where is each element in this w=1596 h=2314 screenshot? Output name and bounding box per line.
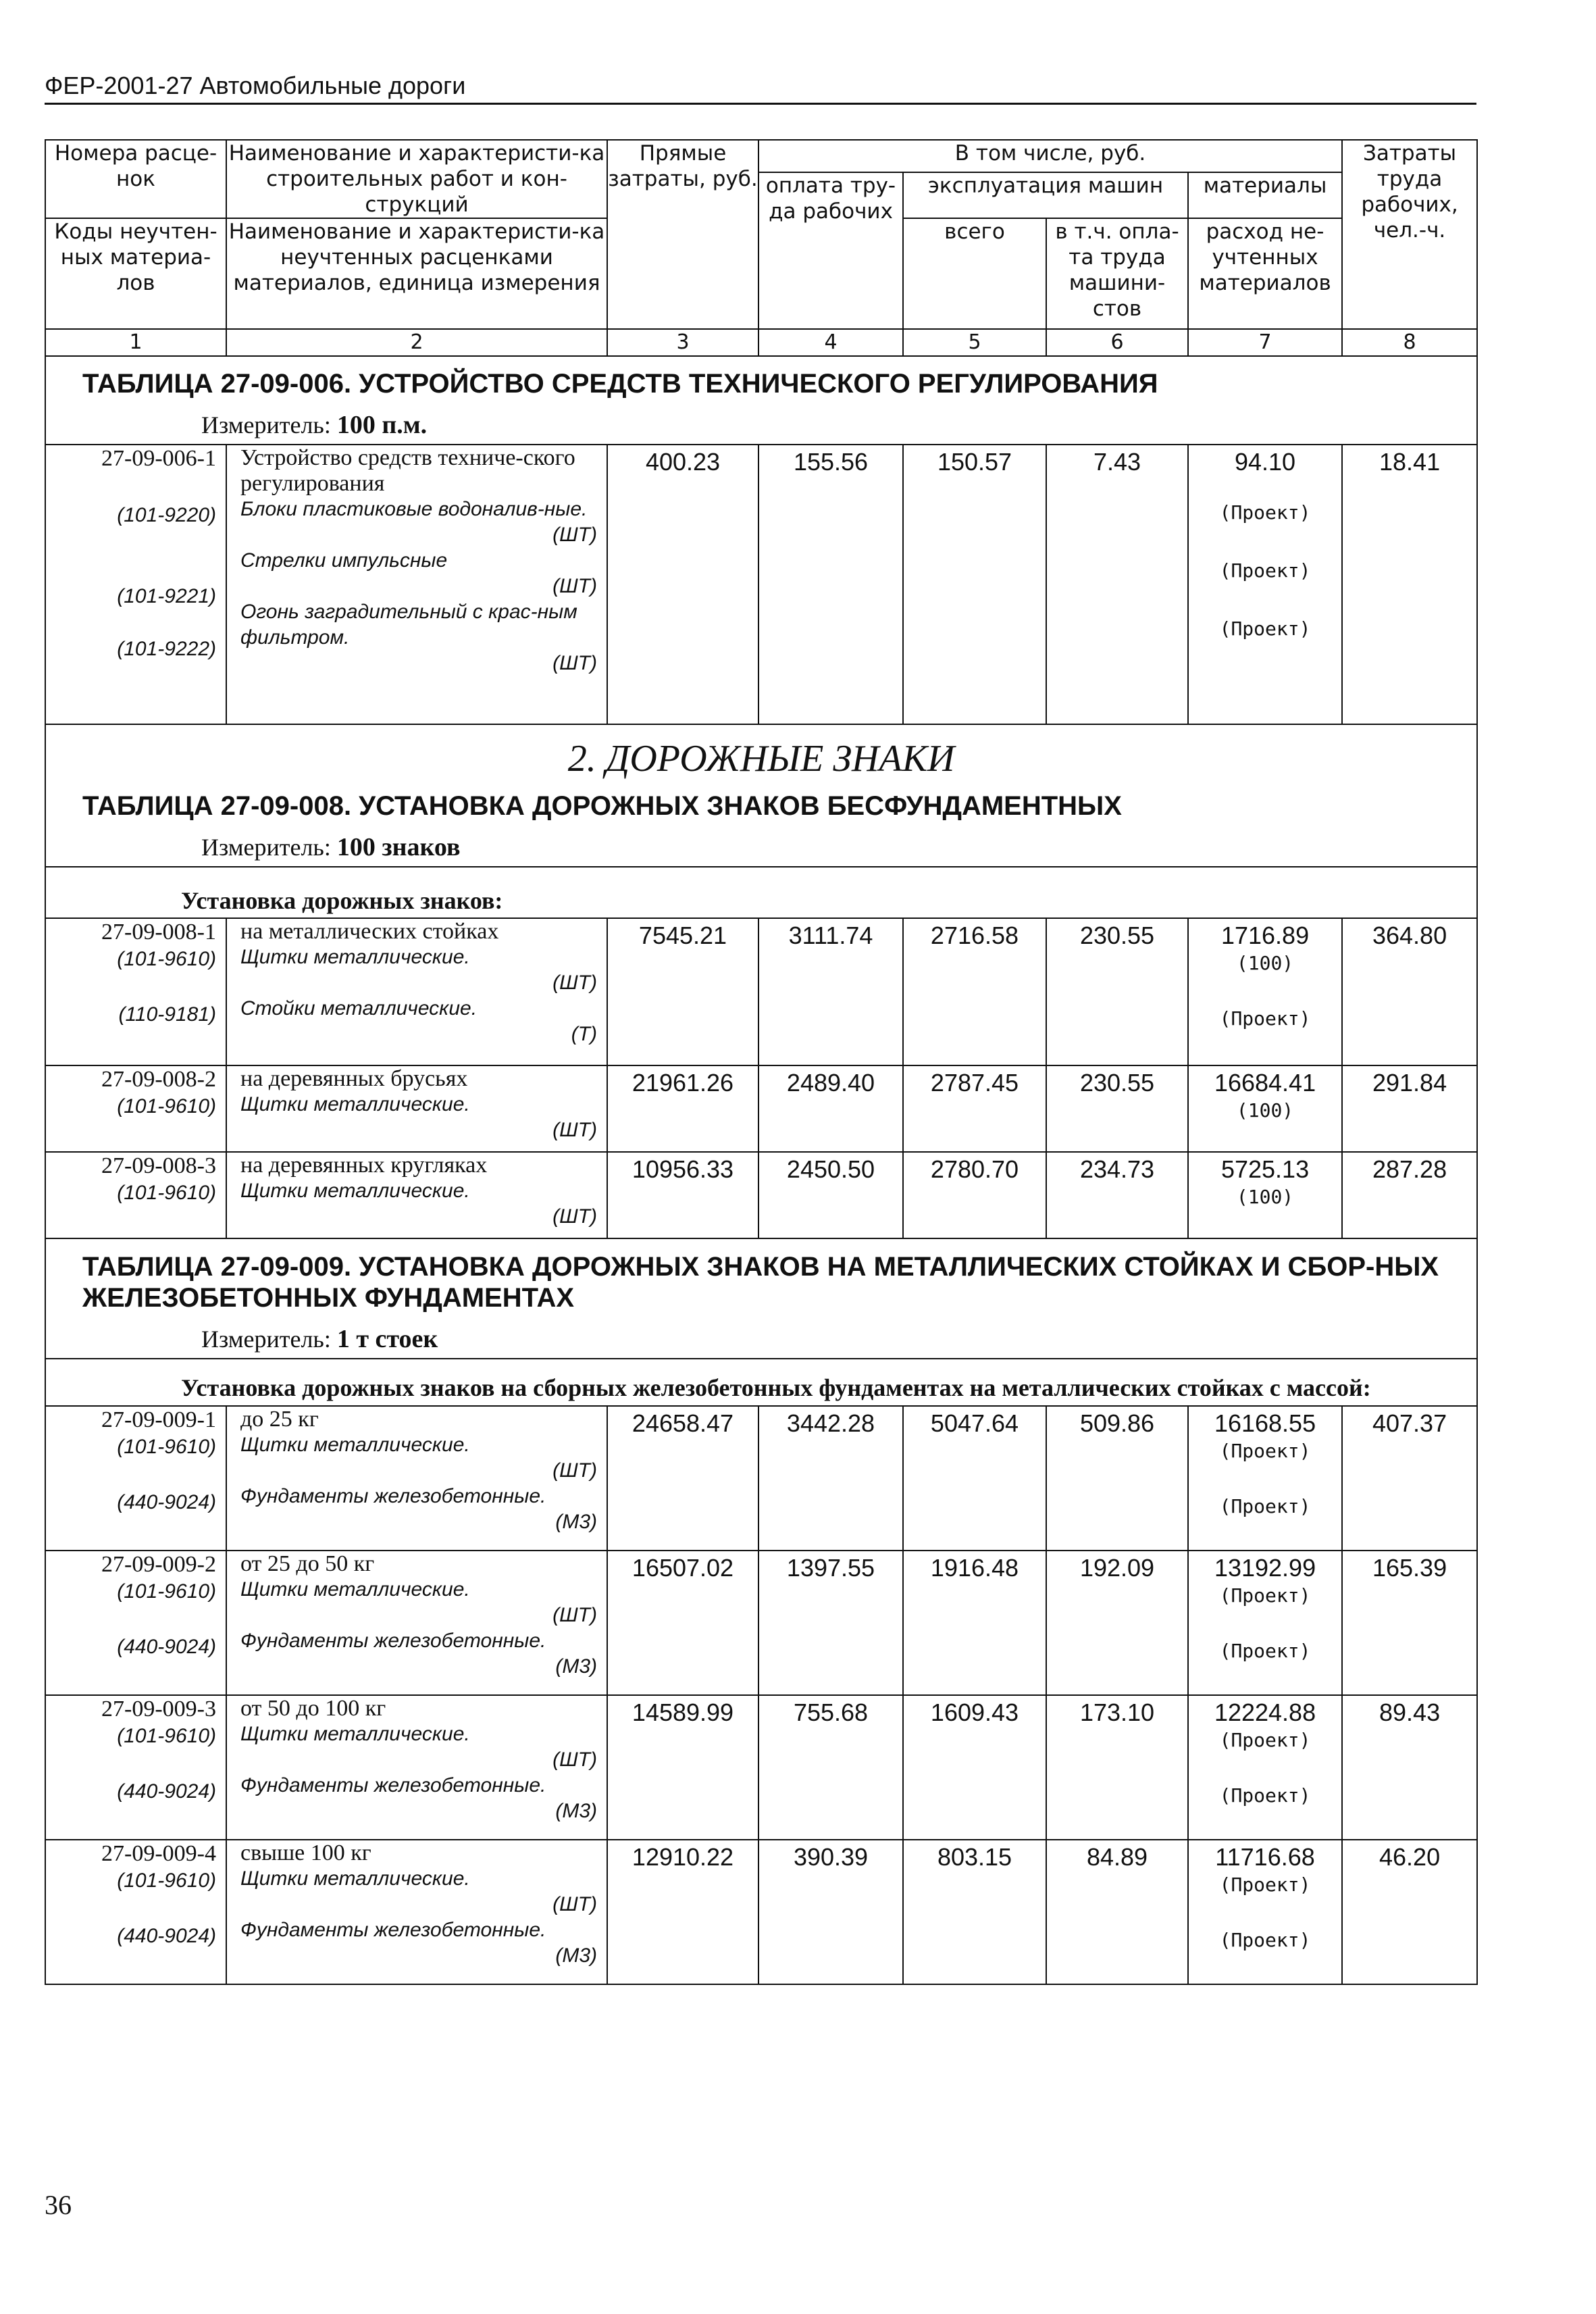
labor-hours: 291.84	[1342, 1065, 1477, 1152]
material-name: Фундаменты железобетонные.	[240, 1919, 546, 1941]
material-unit: (ШТ)	[552, 652, 597, 674]
material-code: (440-9024)	[117, 1636, 216, 1658]
materials-cell	[1188, 1551, 1342, 1695]
column-number: 3	[607, 329, 758, 356]
price-table-page	[45, 139, 1476, 1985]
column-number: 1	[45, 329, 226, 356]
column-number: 7	[1188, 329, 1342, 356]
worker-pay: 1397.55	[758, 1551, 903, 1695]
machinist-pay: 7.43	[1046, 445, 1188, 724]
labor-hours: 18.41	[1342, 445, 1477, 724]
col-header-materials: материалы	[1188, 172, 1342, 218]
material-unit: (ШТ)	[552, 1205, 597, 1228]
rate-code: 27-09-008-2	[101, 1067, 216, 1092]
materials-cost: 94.10	[1234, 448, 1296, 476]
materials-cell	[1188, 918, 1342, 1065]
material-price: (Проект)	[1219, 1584, 1311, 1607]
column-numbers	[45, 329, 1477, 356]
rate-code: 27-09-008-3	[101, 1153, 216, 1178]
worker-pay: 390.39	[758, 1840, 903, 1984]
material-price: (Проект)	[1219, 1495, 1311, 1517]
material-unit: (ШТ)	[552, 1749, 597, 1771]
machine-total: 1916.48	[903, 1551, 1046, 1695]
col-header-work-name: Наименование и характеристи-ка строительных работ и кон-струкций	[226, 140, 607, 218]
table-27-09-008	[45, 724, 1477, 1238]
name-cell	[226, 445, 607, 724]
column-number: 4	[758, 329, 903, 356]
rate-code: 27-09-008-1	[101, 920, 216, 945]
work-name: до 25 кг	[240, 1407, 319, 1432]
material-name: Щитки металлические.	[240, 946, 470, 968]
material-name: Щитки металлические.	[240, 1578, 470, 1601]
material-price: (100)	[1236, 1186, 1294, 1208]
machine-total: 2787.45	[903, 1065, 1046, 1152]
material-price: (Проект)	[1219, 1640, 1311, 1662]
table-row	[45, 445, 1477, 724]
col-header-worker-pay: оплата тру-да рабочих	[758, 172, 903, 329]
work-name: от 50 до 100 кг	[240, 1696, 386, 1721]
materials-cost: 16168.55	[1214, 1409, 1316, 1437]
col-header-unaccounted-materials: расход не-учтенных материалов	[1188, 218, 1342, 329]
machinist-pay: 509.86	[1046, 1406, 1188, 1551]
materials-cell	[1188, 445, 1342, 724]
code-cell	[45, 918, 226, 1065]
machine-total: 2780.70	[903, 1152, 1046, 1238]
direct-costs: 14589.99	[607, 1695, 758, 1840]
materials-cost: 5725.13	[1220, 1155, 1310, 1183]
material-price: (Проект)	[1219, 1729, 1311, 1751]
direct-costs: 12910.22	[607, 1840, 758, 1984]
material-code: (440-9024)	[117, 1780, 216, 1803]
column-number: 6	[1046, 329, 1188, 356]
rate-code: 27-09-006-1	[101, 446, 216, 471]
name-cell	[226, 918, 607, 1065]
material-price: (Проект)	[1219, 1873, 1311, 1896]
direct-costs: 10956.33	[607, 1152, 758, 1238]
work-name: Устройство средств техниче-ского регулирования	[240, 445, 575, 496]
material-code: (440-9024)	[117, 1491, 216, 1513]
direct-costs: 24658.47	[607, 1406, 758, 1551]
col-header-machinist-pay: в т.ч. опла-та труда машини-стов	[1046, 218, 1188, 329]
material-code: (101-9610)	[117, 1182, 216, 1204]
page-number: 36	[45, 2190, 72, 2220]
section-subtitle: Установка дорожных знаков:	[45, 867, 1477, 918]
materials-cell	[1188, 1406, 1342, 1551]
material-unit: (М3)	[555, 1511, 597, 1533]
material-name: Стойки металлические.	[240, 997, 478, 1020]
material-code: (101-9610)	[117, 1580, 216, 1603]
measure-unit: Измеритель: 100 п.м.	[45, 403, 1477, 445]
material-price: (Проект)	[1219, 1007, 1311, 1030]
work-name: от 25 до 50 кг	[240, 1551, 375, 1576]
material-unit: (ШТ)	[552, 524, 597, 546]
material-name: Блоки пластиковые водоналив-ные.	[240, 498, 588, 520]
direct-costs: 7545.21	[607, 918, 758, 1065]
material-unit: (М3)	[555, 1800, 597, 1822]
worker-pay: 3111.74	[758, 918, 903, 1065]
materials-cost: 13192.99	[1214, 1554, 1316, 1582]
code-cell	[45, 1551, 226, 1695]
rate-code: 27-09-009-4	[101, 1841, 216, 1866]
materials-cell	[1188, 1695, 1342, 1840]
code-cell	[45, 1406, 226, 1551]
table-27-09-009	[45, 1238, 1477, 1984]
material-price: (Проект)	[1219, 501, 1311, 524]
material-code: (101-9222)	[117, 638, 216, 660]
col-header-labor: Затраты труда рабочих, чел.-ч.	[1342, 140, 1477, 329]
name-cell	[226, 1695, 607, 1840]
material-name: Щитки металлические.	[240, 1723, 470, 1745]
labor-hours: 165.39	[1342, 1551, 1477, 1695]
direct-costs: 16507.02	[607, 1551, 758, 1695]
table-title: ТАБЛИЦА 27-09-006. УСТРОЙСТВО СРЕДСТВ ТЕХНИЧЕСКОГО РЕГУЛИРОВАНИЯ	[45, 356, 1477, 403]
machinist-pay: 230.55	[1046, 1065, 1188, 1152]
code-cell	[45, 1695, 226, 1840]
section-subtitle: Установка дорожных знаков на сборных железобетонных фундаментах на металлических стойках с массой:	[45, 1359, 1477, 1406]
col-header-including: В том числе, руб.	[758, 140, 1342, 172]
material-name: Щитки металлические.	[240, 1434, 470, 1456]
materials-cost: 1716.89	[1220, 922, 1310, 949]
table-header	[45, 140, 1477, 329]
col-header-rate-numbers: Номера расце-нок	[45, 140, 226, 218]
machine-total: 2716.58	[903, 918, 1046, 1065]
material-unit: (ШТ)	[552, 1459, 597, 1482]
material-unit: (ШТ)	[552, 1893, 597, 1915]
material-code: (101-9610)	[117, 1725, 216, 1747]
material-code: (110-9181)	[118, 1003, 216, 1026]
work-name: на металлических стойках	[240, 919, 499, 944]
material-price: (Проект)	[1219, 1929, 1311, 1951]
material-name: Щитки металлические.	[240, 1867, 470, 1890]
material-code: (101-9610)	[117, 1436, 216, 1458]
material-name: Огонь заградительный с крас-ным фильтром.	[240, 601, 577, 649]
machinist-pay: 84.89	[1046, 1840, 1188, 1984]
column-number: 8	[1342, 329, 1477, 356]
material-code: (101-9220)	[117, 504, 216, 526]
machine-total: 150.57	[903, 445, 1046, 724]
table-row	[45, 1065, 1477, 1152]
material-price: (Проект)	[1219, 1440, 1311, 1462]
materials-cell	[1188, 1152, 1342, 1238]
part-title: 2. ДОРОЖНЫЕ ЗНАКИ	[45, 724, 1477, 787]
material-code: (101-9610)	[117, 948, 216, 970]
col-header-material-codes: Коды неучтен-ных материа-лов	[45, 218, 226, 329]
code-cell	[45, 445, 226, 724]
labor-hours: 46.20	[1342, 1840, 1477, 1984]
col-header-direct-costs: Прямые затраты, руб.	[607, 140, 758, 329]
table-title: ТАБЛИЦА 27-09-008. УСТАНОВКА ДОРОЖНЫХ ЗНАКОВ БЕСФУНДАМЕНТНЫХ	[45, 787, 1477, 826]
material-name: Щитки металлические.	[240, 1180, 470, 1202]
material-unit: (М3)	[555, 1655, 597, 1678]
worker-pay: 3442.28	[758, 1406, 903, 1551]
name-cell	[226, 1406, 607, 1551]
col-header-material-names: Наименование и характеристи-ка неучтенных расценками материалов, единица измерения	[226, 218, 607, 329]
material-unit: (ШТ)	[552, 1119, 597, 1141]
materials-cost: 11716.68	[1215, 1843, 1315, 1871]
rate-code: 27-09-009-2	[101, 1552, 216, 1577]
material-price: (100)	[1236, 1099, 1294, 1122]
material-name: Фундаменты железобетонные.	[240, 1774, 546, 1796]
machinist-pay: 230.55	[1046, 918, 1188, 1065]
material-name: Стрелки импульсные	[240, 549, 448, 572]
running-header: ФЕР-2001-27 Автомобильные дороги	[45, 72, 1476, 105]
code-cell	[45, 1065, 226, 1152]
material-name: Фундаменты железобетонные.	[240, 1630, 546, 1652]
labor-hours: 364.80	[1342, 918, 1477, 1065]
table-row	[45, 918, 1477, 1065]
material-price: (Проект)	[1219, 559, 1311, 582]
worker-pay: 2450.50	[758, 1152, 903, 1238]
measure-unit: Измеритель: 100 знаков	[45, 826, 1477, 867]
col-header-machine-operation: эксплуатация машин	[903, 172, 1188, 218]
code-cell	[45, 1152, 226, 1238]
materials-cost: 16684.41	[1214, 1069, 1316, 1097]
worker-pay: 2489.40	[758, 1065, 903, 1152]
machine-total: 5047.64	[903, 1406, 1046, 1551]
material-price: (Проект)	[1219, 1784, 1311, 1807]
table-title: ТАБЛИЦА 27-09-009. УСТАНОВКА ДОРОЖНЫХ ЗНАКОВ НА МЕТАЛЛИЧЕСКИХ СТОЙКАХ И СБОР-НЫХ ЖЕЛЕЗОБЕТОННЫХ ФУНДАМЕНТАХ	[45, 1238, 1477, 1317]
material-unit: (ШТ)	[552, 972, 597, 994]
worker-pay: 755.68	[758, 1695, 903, 1840]
table-row	[45, 1695, 1477, 1840]
work-name: свыше 100 кг	[240, 1840, 371, 1865]
name-cell	[226, 1840, 607, 1984]
materials-cell	[1188, 1065, 1342, 1152]
price-table	[45, 139, 1478, 1985]
machine-total: 803.15	[903, 1840, 1046, 1984]
work-name: на деревянных кругляках	[240, 1153, 488, 1178]
machinist-pay: 192.09	[1046, 1551, 1188, 1695]
table-row	[45, 1406, 1477, 1551]
table-row	[45, 1152, 1477, 1238]
material-unit: (ШТ)	[552, 575, 597, 597]
table-row	[45, 1840, 1477, 1984]
work-name: на деревянных брусьях	[240, 1066, 468, 1091]
name-cell	[226, 1065, 607, 1152]
table-row	[45, 1551, 1477, 1695]
materials-cost: 12224.88	[1214, 1699, 1316, 1726]
labor-hours: 287.28	[1342, 1152, 1477, 1238]
material-code: (101-9610)	[117, 1095, 216, 1117]
machinist-pay: 173.10	[1046, 1695, 1188, 1840]
rate-code: 27-09-009-1	[101, 1407, 216, 1432]
col-header-machine-total: всего	[903, 218, 1046, 329]
material-name: Щитки металлические.	[240, 1093, 470, 1115]
column-number: 2	[226, 329, 607, 356]
code-cell	[45, 1840, 226, 1984]
direct-costs: 21961.26	[607, 1065, 758, 1152]
worker-pay: 155.56	[758, 445, 903, 724]
material-code: (101-9221)	[117, 585, 216, 607]
column-number: 5	[903, 329, 1046, 356]
material-price: (Проект)	[1219, 618, 1311, 640]
materials-cell	[1188, 1840, 1342, 1984]
table-27-09-006	[45, 356, 1477, 724]
material-unit: (ШТ)	[552, 1604, 597, 1626]
name-cell	[226, 1152, 607, 1238]
machinist-pay: 234.73	[1046, 1152, 1188, 1238]
material-name: Фундаменты железобетонные.	[240, 1485, 546, 1507]
labor-hours: 89.43	[1342, 1695, 1477, 1840]
material-code: (440-9024)	[117, 1925, 216, 1947]
rate-code: 27-09-009-3	[101, 1696, 216, 1721]
machine-total: 1609.43	[903, 1695, 1046, 1840]
name-cell	[226, 1551, 607, 1695]
material-unit: (Т)	[571, 1023, 597, 1045]
labor-hours: 407.37	[1342, 1406, 1477, 1551]
material-unit: (М3)	[555, 1944, 597, 1967]
material-price: (100)	[1236, 952, 1294, 974]
measure-unit: Измеритель: 1 т стоек	[45, 1317, 1477, 1359]
material-code: (101-9610)	[117, 1869, 216, 1892]
direct-costs: 400.23	[607, 445, 758, 724]
